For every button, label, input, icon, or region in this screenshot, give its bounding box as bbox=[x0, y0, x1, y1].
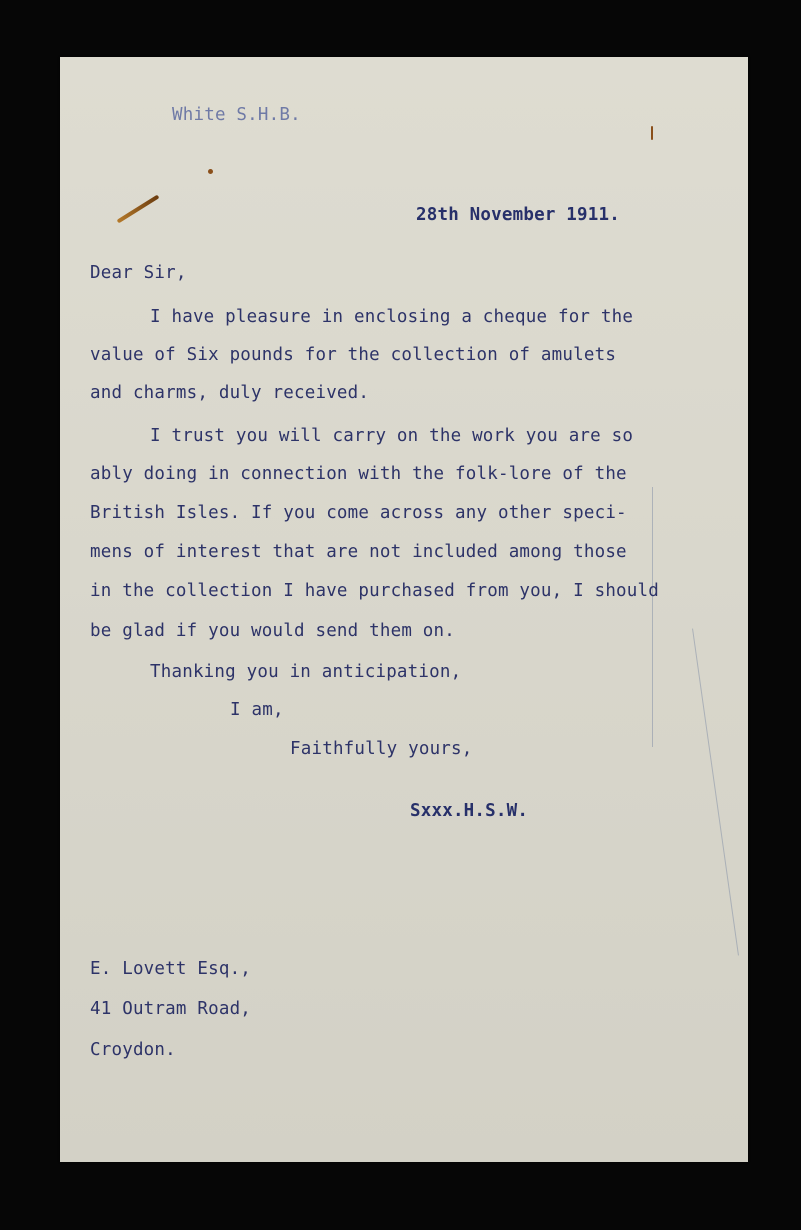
letter-date: 28th November 1911. bbox=[416, 205, 620, 225]
body-line: be glad if you would send them on. bbox=[90, 621, 456, 641]
body-line: value of Six pounds for the collection of amulets bbox=[90, 345, 617, 365]
address-line: E. Lovett Esq., bbox=[90, 959, 252, 979]
body-line: I trust you will carry on the work you are so bbox=[150, 426, 634, 446]
closing-line: Faithfully yours, bbox=[290, 739, 473, 759]
body-line: and charms, duly received. bbox=[90, 383, 370, 403]
paper-crease bbox=[692, 629, 739, 956]
rust-spot bbox=[208, 169, 213, 174]
signature-initials: Sxxx.H.S.W. bbox=[410, 801, 529, 821]
address-line: Croydon. bbox=[90, 1040, 176, 1060]
paper-crease bbox=[652, 487, 653, 747]
body-line: I have pleasure in enclosing a cheque for the bbox=[150, 307, 634, 327]
salutation: Dear Sir, bbox=[90, 263, 187, 283]
body-line: British Isles. If you come across any other speci- bbox=[90, 503, 627, 523]
address-line: 41 Outram Road, bbox=[90, 999, 252, 1019]
body-line: Thanking you in anticipation, bbox=[150, 662, 462, 682]
reference-line: White S.H.B. bbox=[172, 105, 301, 125]
closing-line: I am, bbox=[230, 700, 284, 720]
letter-page bbox=[60, 57, 748, 1162]
rust-stain-mark bbox=[117, 195, 160, 224]
rust-spot bbox=[651, 126, 653, 140]
body-line: in the collection I have purchased from you, I should bbox=[90, 581, 660, 601]
body-line: ably doing in connection with the folk-lore of the bbox=[90, 464, 627, 484]
body-line: mens of interest that are not included among those bbox=[90, 542, 627, 562]
